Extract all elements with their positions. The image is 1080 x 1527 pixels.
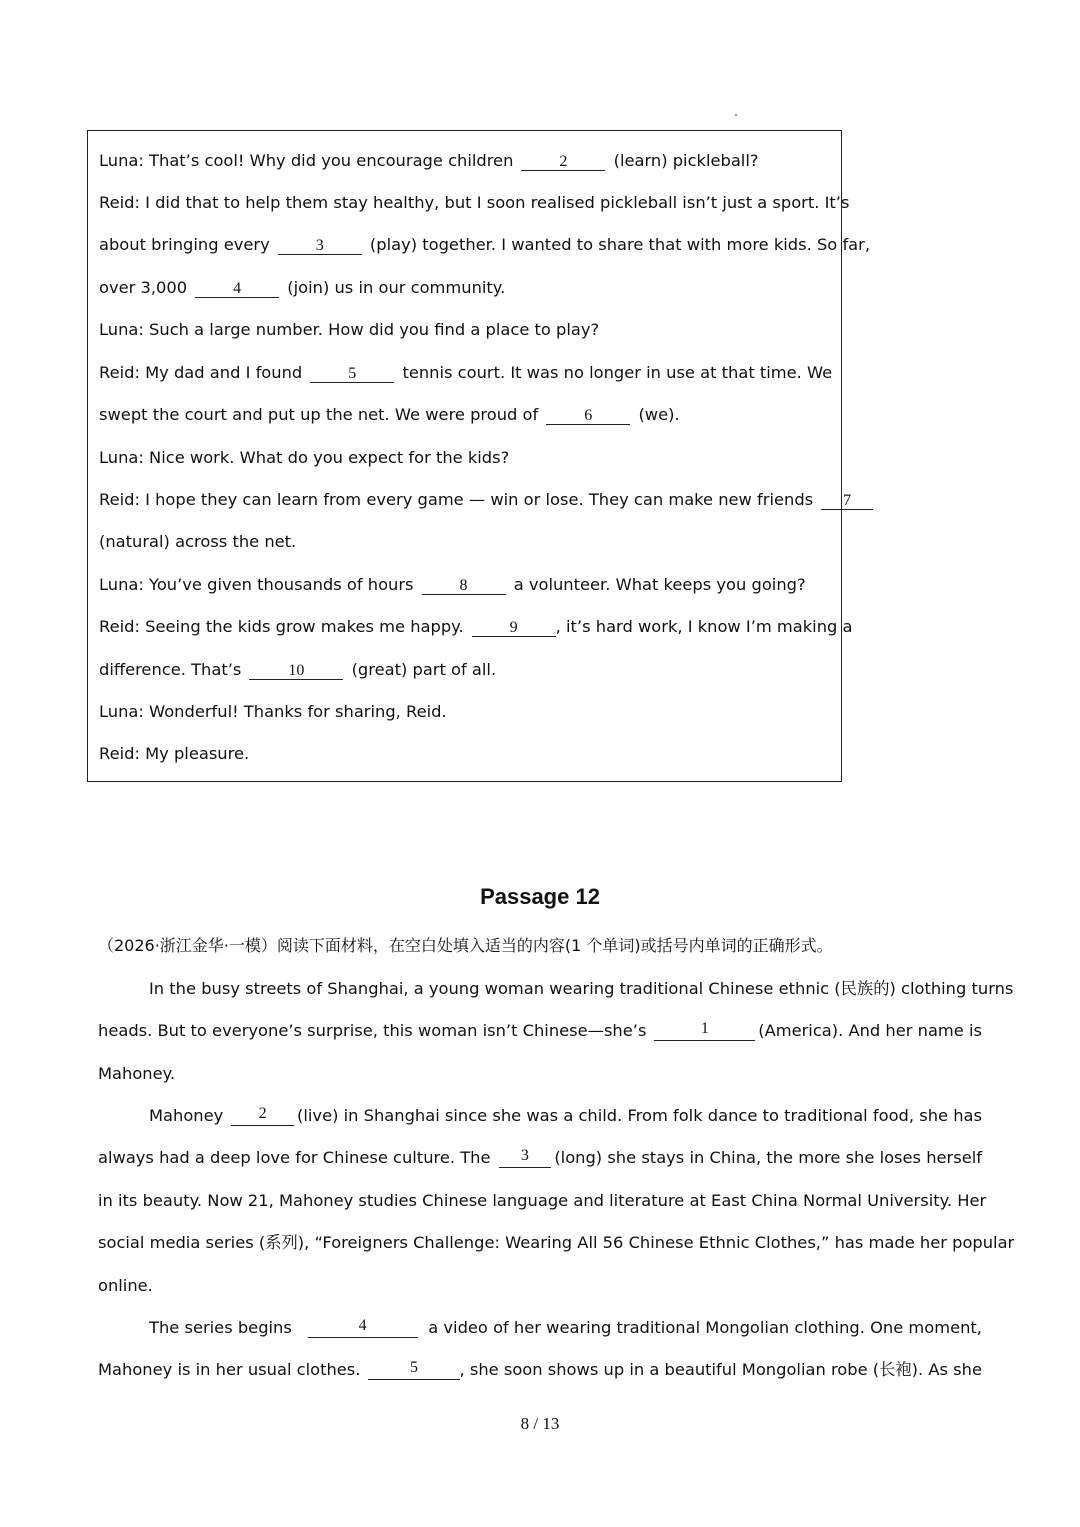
passage-line-1: In the busy streets of Shanghai, a young woman wearing traditional Chinese ethnic (民族的) clothing turns [149,979,1014,998]
dialog-line-4: over 3,000 4 (join) us in our community. [99,278,506,297]
page-number: 8 / 13 [520,1414,560,1433]
passage-blank-2[interactable]: 2 [231,1106,294,1126]
dialog-line-2: Reid: I did that to help them stay healthy, but I soon realised pickleball isn’t just a sport. It’s [99,193,850,212]
passage-blank-4[interactable]: 4 [308,1318,418,1338]
dialogue-box [87,130,871,782]
blank-8[interactable]: 8 [422,578,506,595]
dialog-line-14: Luna: Wonderful! Thanks for sharing, Reid. [99,702,447,721]
dialog-line-8: Luna: Nice work. What do you expect for the kids? [99,448,510,467]
dialog-line-10: (natural) across the net. [99,532,297,551]
dialog-line-5: Luna: Such a large number. How did you find a place to play? [99,320,600,339]
passage-line-3: Mahoney. [98,1064,176,1083]
passage-blank-5[interactable]: 5 [368,1360,459,1380]
blank-10[interactable]: 10 [249,663,343,680]
dialog-line-7: swept the court and put up the net. We were proud of 6 (we). [99,405,680,424]
dialog-line-13: difference. That’s 10 (great) part of all. [99,660,497,679]
dialog-line-1: Luna: That’s cool! Why did you encourage children 2 (learn) pickleball? [99,151,759,170]
passage-line-10: Mahoney is in her usual clothes. 5 , she soon shows up in a beautiful Mongolian robe (长袍). As she [98,1359,982,1379]
passage-blank-1[interactable]: 1 [654,1021,755,1041]
passage-instructions: （2026·浙江金华·一模）阅读下面材料，在空白处填入适当的内容(1 个单词)或括号内单词的正确形式。 [98,936,833,955]
passage-title: Passage 12 [480,884,600,909]
passage-blank-3[interactable]: 3 [499,1148,552,1168]
blank-9[interactable]: 9 [472,620,556,637]
dialog-line-6: Reid: My dad and I found 5 tennis court. It was no longer in use at that time. We [99,363,833,382]
blank-7[interactable]: 7 [821,493,873,510]
blank-3[interactable]: 3 [278,238,362,255]
passage-line-5: always had a deep love for Chinese culture. The 3 (long) she stays in China, the more she loses herself [98,1147,982,1167]
dialog-line-15: Reid: My pleasure. [99,744,250,763]
dialog-line-12: Reid: Seeing the kids grow makes me happy. 9 , it’s hard work, I know I’m making a [99,617,853,636]
blank-6[interactable]: 6 [546,408,630,425]
blank-2[interactable]: 2 [521,154,605,171]
passage-line-7: social media series (系列), “Foreigners Challenge: Wearing All 56 Chinese Ethnic Clothes,” has made her popular [98,1233,1015,1252]
passage-line-6: in its beauty. Now 21, Mahoney studies Chinese language and literature at East China Normal University. Her [98,1191,987,1210]
passage-line-4: Mahoney 2 (live) in Shanghai since she was a child. From folk dance to traditional food, she has [149,1105,982,1125]
blank-5[interactable]: 5 [310,366,394,383]
passage-line-8: online. [98,1276,153,1295]
scan-speck [735,114,737,116]
dialog-line-9: Reid: I hope they can learn from every game — win or lose. They can make new friends 7 [99,490,876,510]
passage-line-2: heads. But to everyone’s surprise, this woman isn’t Chinese—she’s 1 (America). And her name is [98,1020,982,1040]
dialog-line-3: about bringing every 3 (play) together. I wanted to share that with more kids. So far, [99,235,871,254]
blank-4[interactable]: 4 [195,281,279,298]
dialog-line-11: Luna: You’ve given thousands of hours 8 a volunteer. What keeps you going? [99,575,806,594]
passage-line-9: The series begins 4 a video of her wearing traditional Mongolian clothing. One moment, [149,1317,982,1337]
